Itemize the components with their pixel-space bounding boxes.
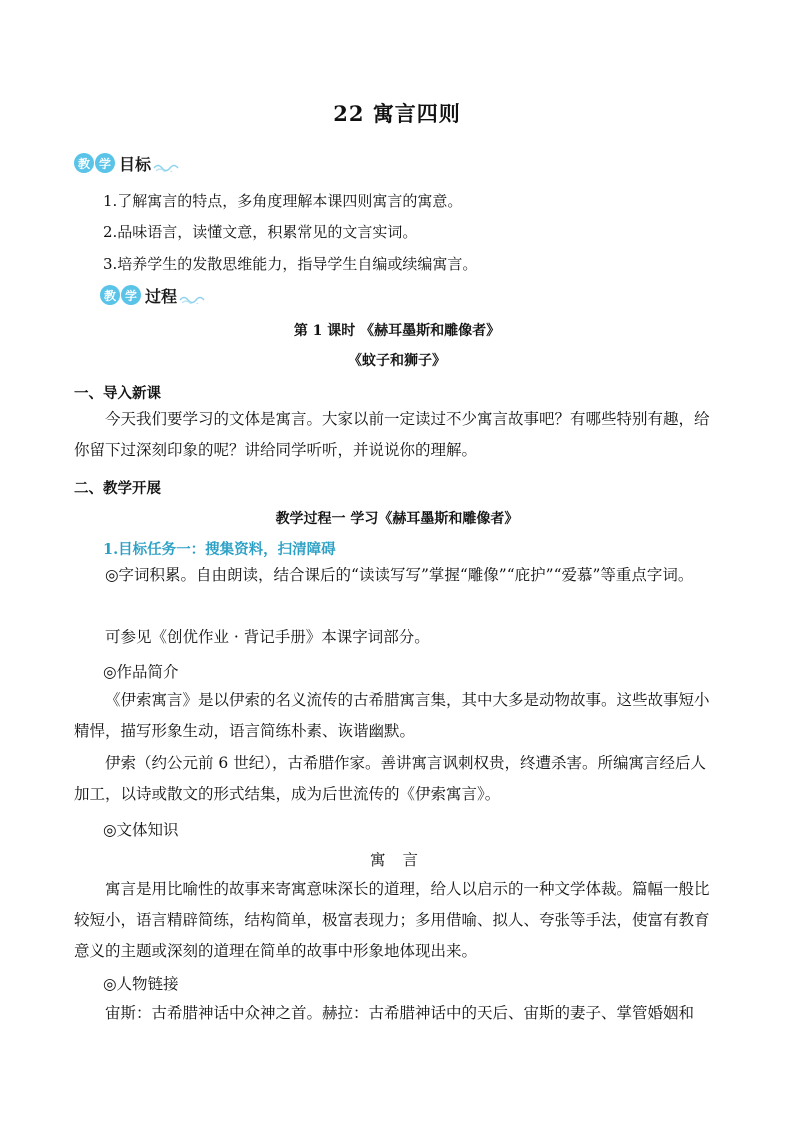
badge-circle: 学: [95, 153, 115, 173]
work-intro-heading: ◎作品简介: [103, 663, 179, 681]
badge-circle: 教: [100, 285, 120, 305]
lesson-title-line2: 《蚊子和狮子》: [348, 353, 446, 369]
page-title: 22 寓言四则: [333, 101, 461, 126]
goal-item: 3.培养学生的发散思维能力，指导学生自编或续编寓言。: [103, 255, 478, 273]
genre-title: 寓 言: [370, 851, 424, 869]
section-heading: 一、导入新课: [74, 385, 161, 402]
process-one-title: 教学过程一 学习《赫耳墨斯和雕像者》: [275, 511, 519, 527]
people-heading: ◎人物链接: [103, 975, 179, 993]
badge-label: 目标: [119, 154, 152, 174]
goal-item: 1.了解寓言的特点，多角度理解本课四则寓言的寓意。: [103, 192, 463, 210]
reference-paragraph: 可参见《创优作业 · 背记手册》本课字词部分。: [105, 628, 430, 646]
lesson-title-line1: 第 1 课时 《赫耳墨斯和雕像者》: [293, 323, 501, 339]
target-task-heading: 1.目标任务一：搜集资料，扫清障碍: [103, 541, 336, 558]
genre-paragraph: 寓言是用比喻性的故事来寄寓意味深长的道理，给人以启示的一种文学体裁。篇幅一般比较短小，语言精辟简练，结构简单，极富表现力；多用借喻、拟人、夸张等手法，使富有教育意义的主题或深刻的道理在简单的故事中形象地体现出来。: [74, 880, 710, 960]
section-heading: 二、教学开展: [74, 480, 161, 497]
badge-circle: 教: [74, 153, 94, 173]
process-section-badge: [100, 282, 205, 308]
people-paragraph: 宙斯：古希腊神话中众神之首。赫拉：古希腊神话中的天后、宙斯的妻子、掌管婚姻和: [105, 1004, 695, 1022]
intro-paragraph: 今天我们要学习的文体是寓言。大家以前一定读过不少寓言故事吧？有哪些特别有趣，给你留下过深刻印象的呢？讲给同学听听，并说说你的理解。: [74, 410, 710, 459]
goals-section-badge: [74, 150, 179, 176]
badge-circle: 学: [121, 285, 141, 305]
goal-item: 2.品味语言，读懂文意，积累常见的文言实词。: [103, 223, 418, 241]
wave-decoration-icon: [153, 162, 179, 172]
author-paragraph: 伊索（约公元前 6 世纪），古希腊作家。善讲寓言讽刺权贵，终遭杀害。所编寓言经后人加工，以诗或散文的形式结集，成为后世流传的《伊索寓言》。: [74, 754, 706, 803]
wave-decoration-icon: [179, 294, 205, 304]
work-intro-paragraph: 《伊索寓言》是以伊索的名义流传的古希腊寓言集，其中大多是动物故事。这些故事短小精悍，描写形象生动，语言简练朴素、诙谐幽默。: [74, 691, 710, 740]
genre-heading: ◎文体知识: [103, 821, 179, 839]
badge-label: 过程: [145, 286, 178, 306]
vocabulary-paragraph: ◎字词积累。自由朗读，结合课后的“读读写写”掌握“雕像”“庇护”“爱慕”等重点字词。: [105, 566, 694, 584]
